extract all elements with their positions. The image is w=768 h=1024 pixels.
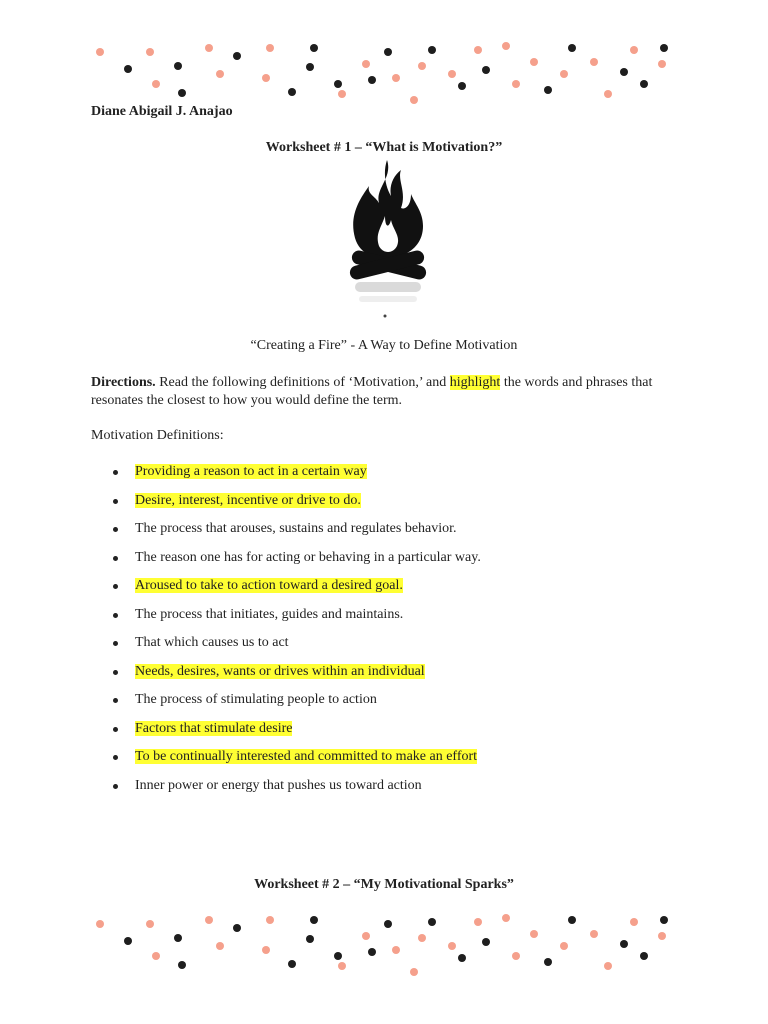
decorative-dot — [660, 916, 668, 924]
decorative-dot — [482, 66, 490, 74]
decorative-dot — [216, 70, 224, 78]
definition-item — [91, 686, 691, 715]
decorative-dot — [620, 940, 628, 948]
bullet-icon — [113, 613, 118, 618]
top-dot-border — [0, 40, 768, 110]
decorative-dot — [418, 62, 426, 70]
decorative-dot — [604, 962, 612, 970]
decorative-dot — [266, 44, 274, 52]
bullet-icon — [113, 584, 118, 589]
decorative-dot — [362, 932, 370, 940]
bullet-icon — [113, 698, 118, 703]
decorative-dot — [560, 70, 568, 78]
decorative-dot — [392, 74, 400, 82]
decorative-dot — [368, 948, 376, 956]
definitions-list — [91, 458, 691, 800]
definitions-label: Motivation Definitions: — [91, 428, 224, 443]
decorative-dot — [152, 952, 160, 960]
decorative-dot — [178, 89, 186, 97]
decorative-dot — [530, 58, 538, 66]
decorative-dot — [146, 48, 154, 56]
decorative-dot — [530, 930, 538, 938]
bullet-icon — [113, 670, 118, 675]
directions-paragraph — [91, 374, 681, 410]
decorative-dot — [310, 916, 318, 924]
bullet-icon — [113, 784, 118, 789]
decorative-dot — [620, 68, 628, 76]
decorative-dot — [174, 62, 182, 70]
decorative-dot — [152, 80, 160, 88]
definition-item — [91, 515, 691, 544]
definition-item — [91, 743, 691, 772]
decorative-dot — [658, 60, 666, 68]
campfire-icon — [345, 158, 430, 323]
decorative-dot — [474, 918, 482, 926]
decorative-dot — [448, 70, 456, 78]
bullet-icon — [113, 556, 118, 561]
definition-text: Inner power or energy that pushes us toward action — [135, 777, 422, 793]
decorative-dot — [262, 946, 270, 954]
image-subtitle: “Creating a Fire” - A Way to Define Motivation — [250, 338, 518, 353]
decorative-dot — [233, 52, 241, 60]
decorative-dot — [512, 952, 520, 960]
decorative-dot — [568, 916, 576, 924]
directions-text-after: the words and phrases that resonates the closest to how you would define the term. — [91, 375, 653, 408]
decorative-dot — [482, 938, 490, 946]
decorative-dot — [410, 968, 418, 976]
bottom-dot-border — [0, 912, 768, 982]
decorative-dot — [233, 924, 241, 932]
bullet-icon — [113, 755, 118, 760]
definition-item — [91, 772, 691, 801]
bullet-icon — [113, 499, 118, 504]
decorative-dot — [96, 48, 104, 56]
decorative-dot — [262, 74, 270, 82]
definition-text: To be continually interested and committed to make an effort — [135, 749, 478, 764]
decorative-dot — [334, 952, 342, 960]
decorative-dot — [630, 46, 638, 54]
decorative-dot — [392, 946, 400, 954]
definition-text: Factors that stimulate desire — [135, 720, 293, 736]
decorative-dot — [124, 937, 132, 945]
decorative-dot — [178, 961, 186, 969]
decorative-dot — [266, 916, 274, 924]
definition-text: That which causes us to act — [135, 635, 289, 650]
decorative-dot — [448, 942, 456, 950]
definition-item — [91, 601, 691, 630]
decorative-dot — [216, 942, 224, 950]
definition-item — [91, 629, 691, 658]
definition-item — [91, 658, 691, 687]
decorative-dot — [338, 962, 346, 970]
decorative-dot — [604, 90, 612, 98]
definition-text: The reason one has for acting or behaving in a particular way. — [135, 549, 481, 565]
bullet-icon — [113, 470, 118, 475]
definition-text: Aroused to take to action toward a desired goal. — [135, 578, 403, 593]
directions-text-before: Read the following definitions of ‘Motivation,’ and — [155, 375, 450, 390]
decorative-dot — [502, 914, 510, 922]
decorative-dot — [568, 44, 576, 52]
bullet-icon — [113, 527, 118, 532]
decorative-dot — [205, 916, 213, 924]
decorative-dot — [418, 934, 426, 942]
decorative-dot — [288, 88, 296, 96]
decorative-dot — [96, 920, 104, 928]
decorative-dot — [410, 96, 418, 104]
decorative-dot — [458, 954, 466, 962]
definition-item — [91, 458, 691, 487]
decorative-dot — [338, 90, 346, 98]
decorative-dot — [640, 952, 648, 960]
decorative-dot — [474, 46, 482, 54]
decorative-dot — [310, 44, 318, 52]
decorative-dot — [334, 80, 342, 88]
definition-item — [91, 715, 691, 744]
decorative-dot — [288, 960, 296, 968]
worksheet2-title: Worksheet # 2 – “My Motivational Sparks” — [254, 877, 514, 892]
decorative-dot — [384, 48, 392, 56]
decorative-dot — [502, 42, 510, 50]
definition-text: Providing a reason to act in a certain way — [135, 464, 367, 479]
worksheet1-title: Worksheet # 1 – “What is Motivation?” — [265, 140, 503, 155]
definition-item — [91, 544, 691, 573]
decorative-dot — [428, 918, 436, 926]
definition-item — [91, 572, 691, 601]
decorative-dot — [306, 935, 314, 943]
decorative-dot — [590, 930, 598, 938]
decorative-dot — [590, 58, 598, 66]
definition-text: The process that initiates, guides and maintains. — [135, 606, 404, 622]
decorative-dot — [544, 86, 552, 94]
definition-text: The process that arouses, sustains and regulates behavior. — [135, 521, 457, 536]
decorative-dot — [428, 46, 436, 54]
decorative-dot — [640, 80, 648, 88]
decorative-dot — [658, 932, 666, 940]
decorative-dot — [205, 44, 213, 52]
decorative-dot — [124, 65, 132, 73]
definition-text: Needs, desires, wants or drives within an individual — [135, 663, 425, 679]
decorative-dot — [458, 82, 466, 90]
bullet-icon — [113, 641, 118, 646]
decorative-dot — [384, 920, 392, 928]
decorative-dot — [362, 60, 370, 68]
decorative-dot — [146, 920, 154, 928]
definition-text: The process of stimulating people to action — [135, 692, 377, 707]
decorative-dot — [512, 80, 520, 88]
bullet-icon — [113, 727, 118, 732]
directions-label: Directions. — [91, 375, 156, 390]
decorative-dot — [560, 942, 568, 950]
decorative-dot — [174, 934, 182, 942]
highlight-word: highlight — [449, 375, 501, 390]
author-name: Diane Abigail J. Anajao — [91, 104, 233, 119]
decorative-dot — [306, 63, 314, 71]
definition-text: Desire, interest, incentive or drive to do. — [135, 492, 361, 508]
definition-item — [91, 487, 691, 516]
decorative-dot — [544, 958, 552, 966]
decorative-dot — [660, 44, 668, 52]
decorative-dot — [630, 918, 638, 926]
decorative-dot — [368, 76, 376, 84]
